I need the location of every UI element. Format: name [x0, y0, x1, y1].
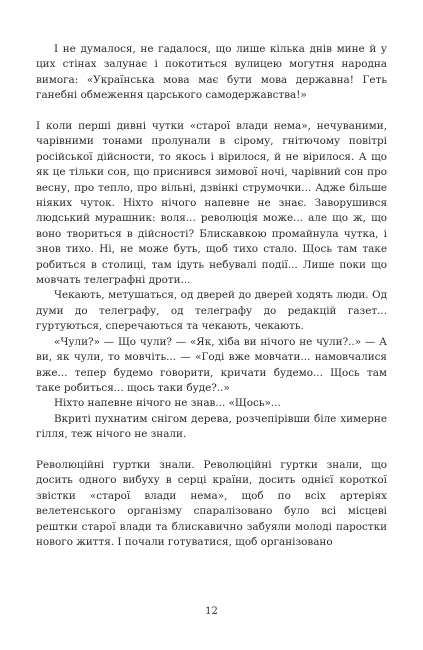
paragraph-4: «Чули?» — Що чули? — «Як, хіба ви нічого не чули?..» — А ви, як чули, то мовчіть... — «Годі вже мовчати... намовчалися вже... тепер будемо говорити, кричати будемо... Щось там таке робиться... щось таки буде?..» — [36, 335, 387, 394]
paragraph-2: І коли перші дивні чутки «старої влади нема», нечуваними, чарівними тонами пролунали в сірому, гнітючому повітрі російської дійсности, то якось і вірилося, й не вірилося. А що як це тільки сон, що приснився зимової ночі, чарівний сон про весну, про тепло, про вільні, дзвінкі струмочки... Адже більше ніяких чуток. Ніхто нічого напевне не знає. Заворушився людський мурашник: воля... революція може... але що ж, що воно твориться в дійсності? Блискавкою промайнула чутка, і знов тихо. Ні, не може буть, щоб тихо стало. Щось там таке робиться в столиці, там ідуть небувалі події... Лише поки що мовчать телеграфні дроти... — [36, 120, 387, 287]
paragraph-7: Революційні гуртки знали. Революційні гуртки знали, що досить одного вибуху в серці країни, досить однієї короткої звістки «старої влади нема», щоб по всіх артеріях велетенського організму спаралізовано було всі місцеві рештки старої влади та блискавично забуяли молоді паростки нового життя. І почали готуватися, щоб організовано — [36, 458, 387, 548]
paragraph-5: Ніхто напевне нічого не знав... «Щось»... — [54, 397, 281, 410]
paragraph-6: Вкриті пухнатим снігом дерева, розчепірівши біле химерне гілля, теж нічого не знали. — [36, 412, 387, 441]
paragraph-1: І не думалося, не гадалося, що лише кілька днів мине й у цих стінах залунає і покотиться вулицею могутня народна вимога: «Українська мова має бути мова державна! Геть ганебні обмеження царського самодержавства!» — [36, 43, 387, 102]
page-number: 12 — [205, 606, 218, 617]
paragraph-3: Чекають, метушаться, од дверей до дверей ходять люди. Од думи до телеграфу, од телеграфу до редакцій газет... гуртуються, сперечаються та чекають, чекають. — [36, 289, 387, 333]
